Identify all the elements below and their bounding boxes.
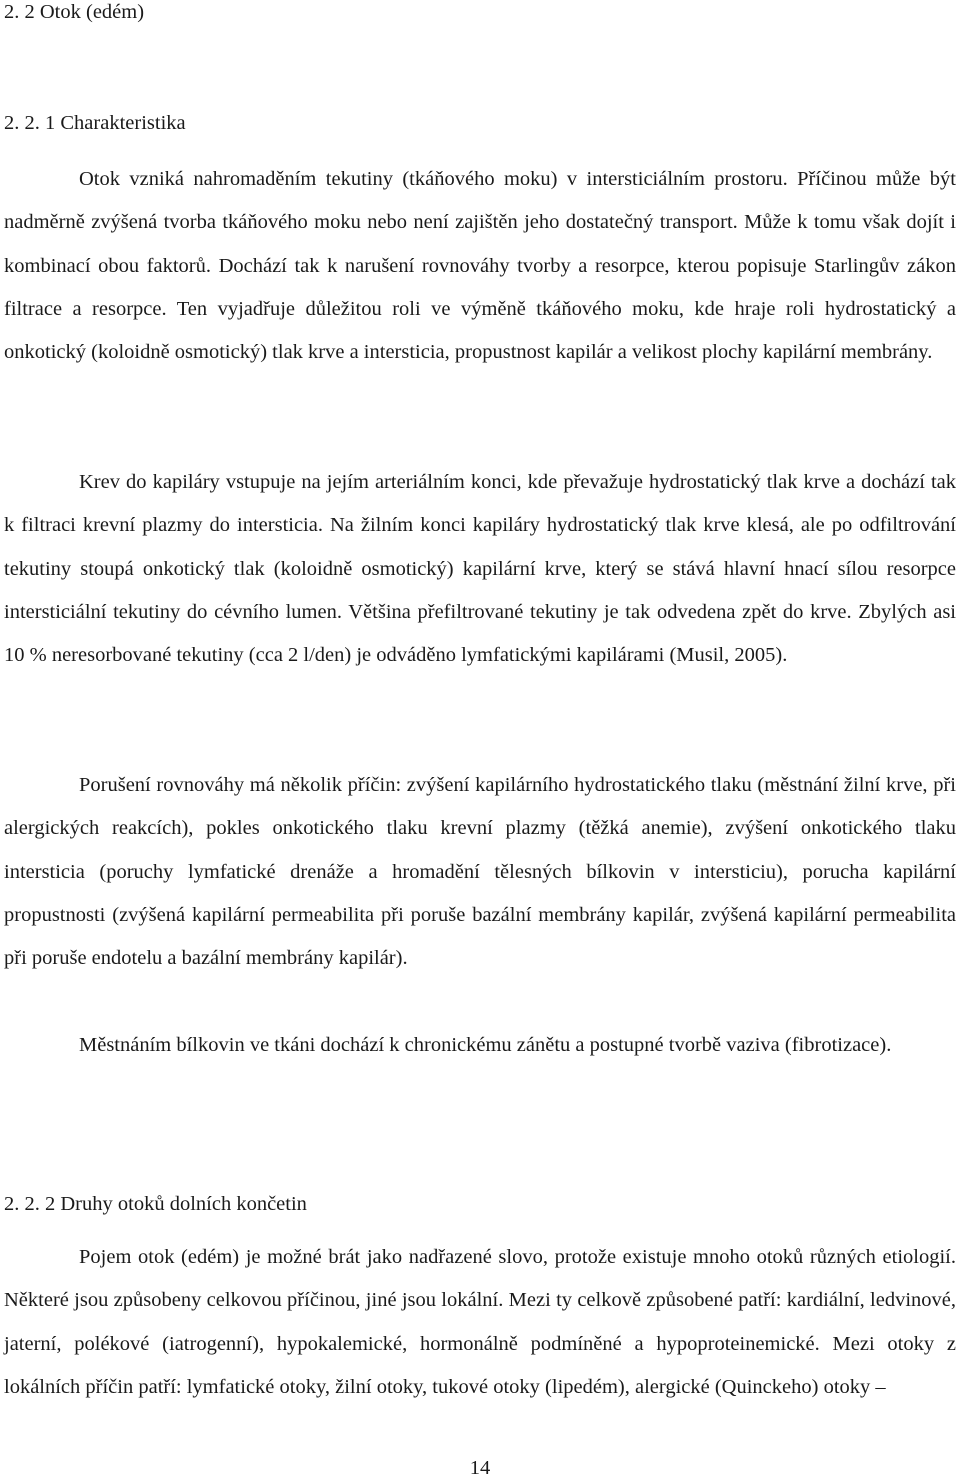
page-number: 14 xyxy=(469,1457,491,1479)
section-heading: 2. 2 Otok (edém) xyxy=(4,1,145,23)
paragraph-edema-definition: Otok vzniká nahromaděním tekutiny (tkáňového moku) v intersticiálním prostoru. Příčinou může být nadměrně zvýšená tvorba tkáňového moku nebo není zajištěn jeho dostatečný transport. Může k tomu však dojít i kombinací obou faktorů. Dochází tak k narušení rovnováhy tvorby a resorpce, kterou popisuje Starlingův zákon filtrace a resorpce. Ten vyjadřuje důležitou roli ve výměně tkáňového moku, kde hraje roli hydrostatický a onkotický (koloidně osmotický) tlak krve a intersticia, propustnost kapilár a velikost plochy kapilární membrány. xyxy=(4,168,956,364)
paragraph-capillary-exchange: Krev do kapiláry vstupuje na jejím arteriálním konci, kde převažuje hydrostatický tlak krve a dochází tak k filtraci krevní plazmy do intersticia. Na žilním konci kapiláry hydrostatický tlak krve klesá, ale po odfiltrování tekutiny stoupá onkotický tlak (koloidně osmotický) kapilární krve, který se stává hlavní hnací sílou resorpce intersticiální tekutiny do cévního lumen. Většina přefiltrované tekutiny je tak odvedena zpět do krve. Zbylých asi 10 % neresorbované tekutiny (cca 2 l/den) je odváděno lymfatickými kapilárami (Musil, 2005). xyxy=(4,471,956,667)
paragraph-fibrotization: Městnáním bílkovin ve tkáni dochází k chronickému zánětu a postupné tvorbě vaziva (fibrotizace). xyxy=(79,1034,892,1056)
subsection-heading-characteristics: 2. 2. 1 Charakteristika xyxy=(4,112,186,134)
paragraph-imbalance-causes: Porušení rovnováhy má několik příčin: zvýšení kapilárního hydrostatického tlaku (městnání žilní krve, při alergických reakcích), pokles onkotického tlaku krevní plazmy (těžká anemie), zvýšení onkotického tlaku intersticia (poruchy lymfatické drenáže a hromadění tělesných bílkovin v intersticiu), porucha kapilární propustnosti (zvýšená kapilární permeabilita při poruše bazální membrány kapilár, zvýšená kapilární permeabilita při poruše endotelu a bazální membrány kapilár). xyxy=(4,774,956,970)
paragraph-edema-types: Pojem otok (edém) je možné brát jako nadřazené slovo, protože existuje mnoho otoků různých etiologií. Některé jsou způsobeny celkovou příčinou, jiné jsou lokální. Mezi ty celkově způsobené patří: kardiální, ledvinové, jaterní, polékové (iatrogenní), hypokalemické, hormonálně podmíněné a hypoproteinemické. Mezi otoky z lokálních příčin patří: lymfatické otoky, žilní otoky, tukové otoky (lipedém), alergické (Quinckeho) otoky – xyxy=(4,1246,956,1398)
subsection-heading-edema-types: 2. 2. 2 Druhy otoků dolních končetin xyxy=(4,1193,307,1215)
